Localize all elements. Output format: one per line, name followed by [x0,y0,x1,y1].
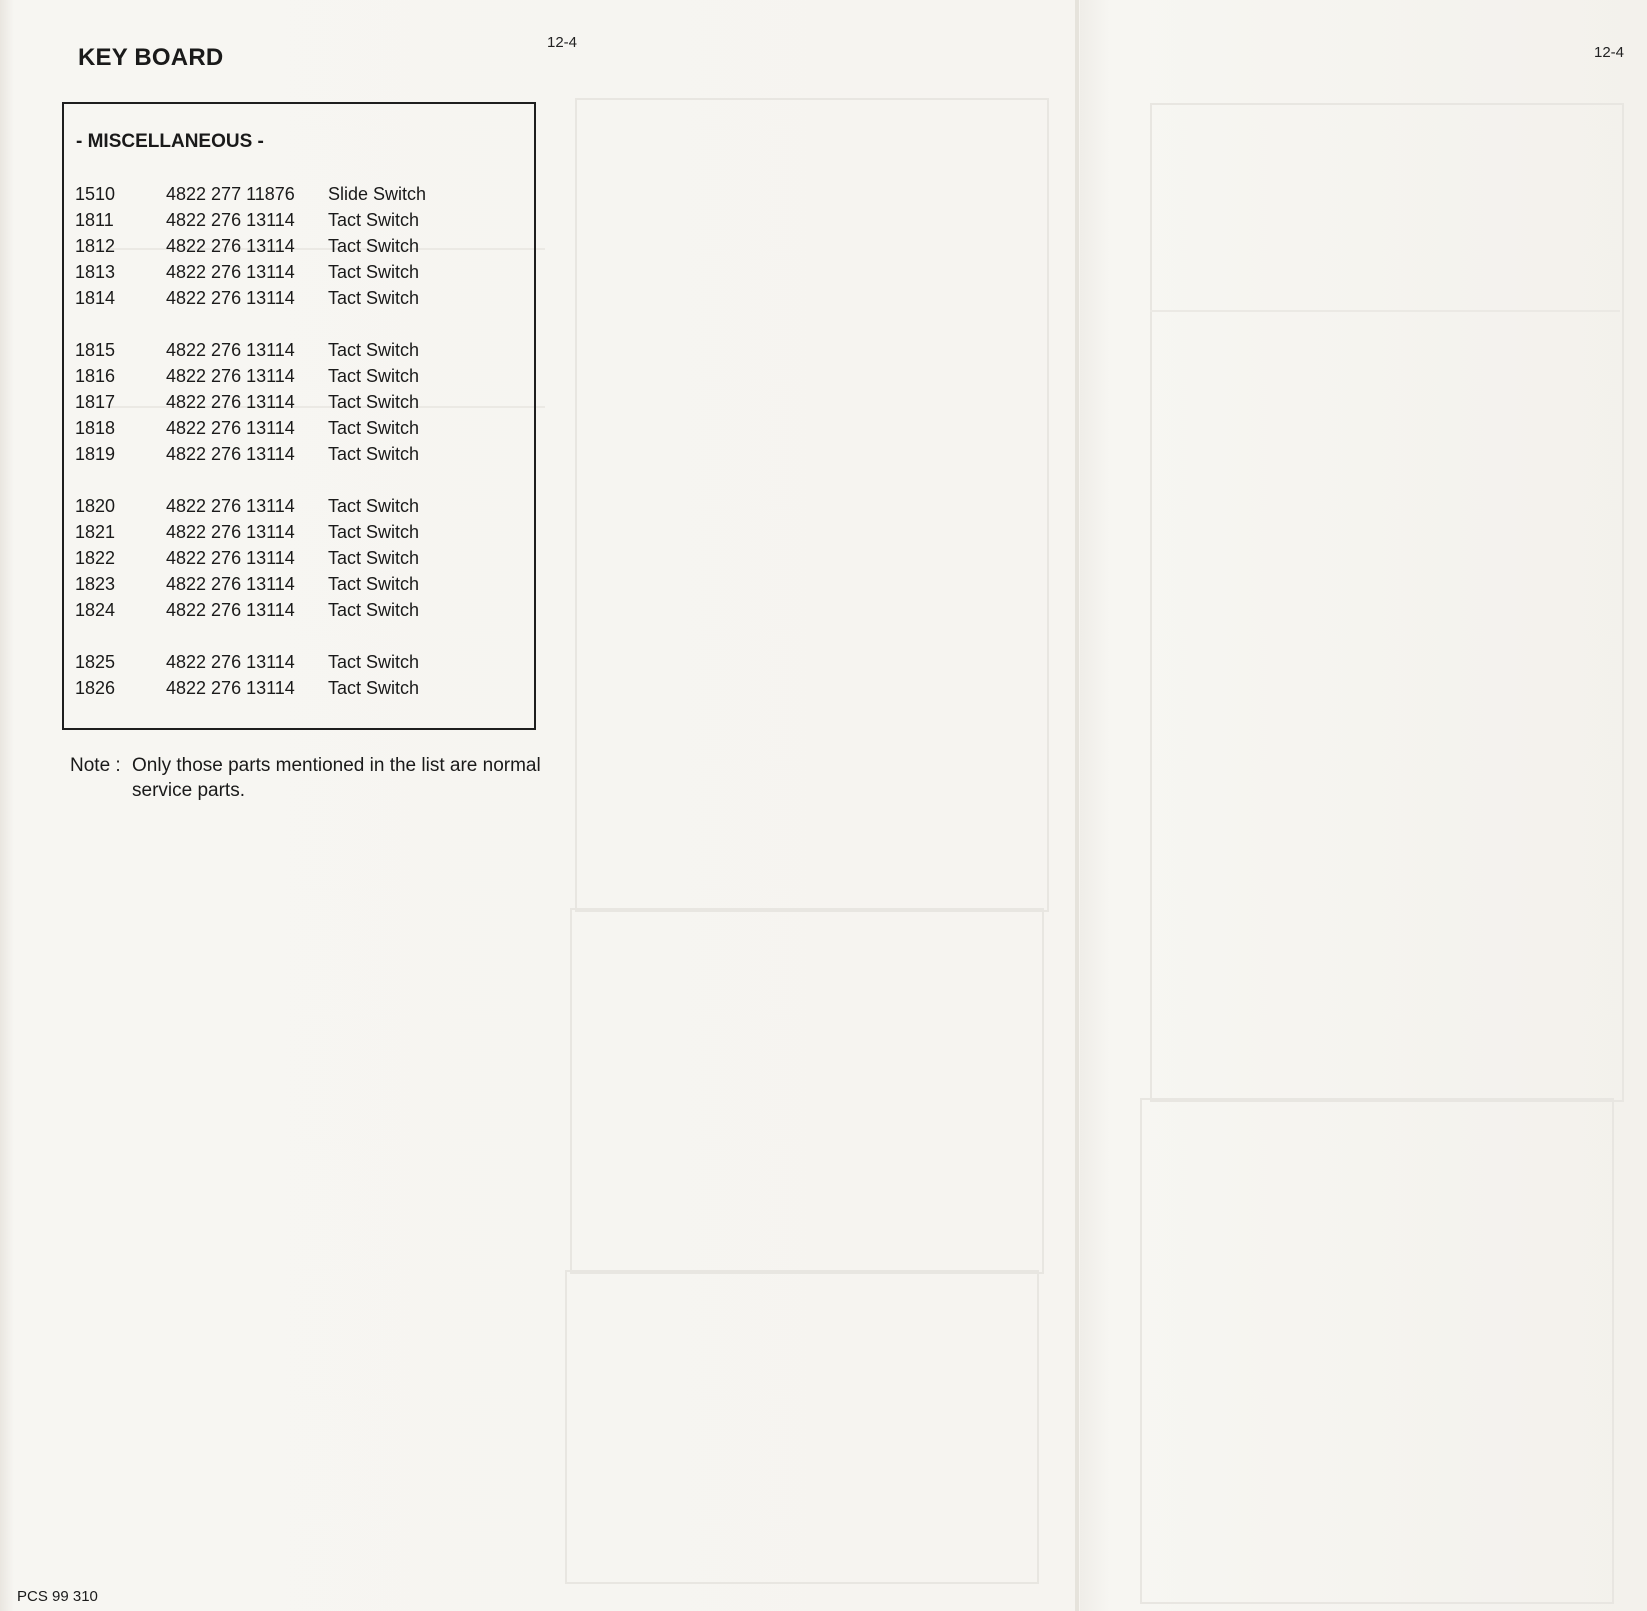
part-position: 1811 [75,210,114,230]
part-description: Tact Switch [328,678,420,698]
part-code: 4822 276 13114 [166,340,295,360]
parts-row [70,574,490,600]
note-label: Note : [70,755,121,776]
part-position: 1825 [75,652,116,672]
part-position: 1812 [75,236,116,256]
part-position: 1824 [75,600,116,620]
parts-row [70,652,490,678]
part-code: 4822 276 13114 [166,288,295,308]
parts-row [70,418,490,444]
part-code: 4822 276 13114 [166,522,295,542]
part-code: 4822 277 11876 [166,184,295,204]
bleed-through-frame [1140,1098,1614,1604]
page-title: KEY BOARD [78,44,224,71]
part-description: Tact Switch [328,262,420,282]
bleed-through-frame [570,908,1044,1274]
bleed-through-frame [1150,103,1624,1102]
parts-row [70,522,490,548]
part-description: Tact Switch [328,600,420,620]
part-position: 1820 [75,496,116,516]
part-position: 1815 [75,340,116,360]
part-position: 1813 [75,262,116,282]
section-heading: - MISCELLANEOUS - [76,131,264,152]
part-position: 1817 [75,392,116,412]
parts-row [70,184,490,210]
parts-row [70,444,490,470]
part-code: 4822 276 13114 [166,210,295,230]
part-position: 1510 [75,184,116,204]
parts-row [70,548,490,574]
part-code: 4822 276 13114 [166,574,295,594]
part-code: 4822 276 13114 [166,236,295,256]
part-code: 4822 276 13114 [166,548,295,568]
part-code: 4822 276 13114 [166,496,295,516]
part-position: 1826 [75,678,116,698]
parts-row [70,340,490,366]
parts-row [70,236,490,262]
page-fold [1075,0,1079,1611]
part-description: Tact Switch [328,444,420,464]
part-position: 1821 [75,522,116,542]
bleed-through-frame [575,98,1049,912]
part-description: Tact Switch [328,418,420,438]
part-description: Tact Switch [328,548,420,568]
part-code: 4822 276 13114 [166,366,295,386]
left-page-number: 12-4 [547,34,578,51]
part-position: 1818 [75,418,116,438]
bleed-through-frame [565,1270,1039,1584]
note-text: Only those parts mentioned in the list are normal service parts. [132,755,541,801]
part-position: 1822 [75,548,116,568]
part-code: 4822 276 13114 [166,392,295,412]
part-description: Tact Switch [328,496,420,516]
document-code: PCS 99 310 [17,1588,98,1605]
part-code: 4822 276 13114 [166,262,295,282]
part-position: 1819 [75,444,116,464]
parts-row [70,288,490,314]
part-position: 1814 [75,288,116,308]
part-code: 4822 276 13114 [166,678,295,698]
part-code: 4822 276 13114 [166,444,295,464]
part-description: Tact Switch [328,236,420,256]
parts-row [70,366,490,392]
part-description: Tact Switch [328,574,420,594]
parts-row [70,496,490,522]
part-description: Tact Switch [328,652,420,672]
parts-row [70,392,490,418]
part-description: Slide Switch [328,184,427,204]
parts-row [70,262,490,288]
part-description: Tact Switch [328,210,420,230]
part-code: 4822 276 13114 [166,652,295,672]
part-description: Tact Switch [328,522,420,542]
right-page-number: 12-4 [1594,44,1625,61]
parts-row [70,210,490,236]
part-position: 1816 [75,366,116,386]
part-description: Tact Switch [328,340,420,360]
bleed-through-rule [1150,310,1620,312]
part-description: Tact Switch [328,288,420,308]
part-description: Tact Switch [328,392,420,412]
part-code: 4822 276 13114 [166,418,295,438]
part-description: Tact Switch [328,366,420,386]
parts-row [70,678,490,704]
part-position: 1823 [75,574,116,594]
part-code: 4822 276 13114 [166,600,295,620]
parts-row [70,600,490,626]
